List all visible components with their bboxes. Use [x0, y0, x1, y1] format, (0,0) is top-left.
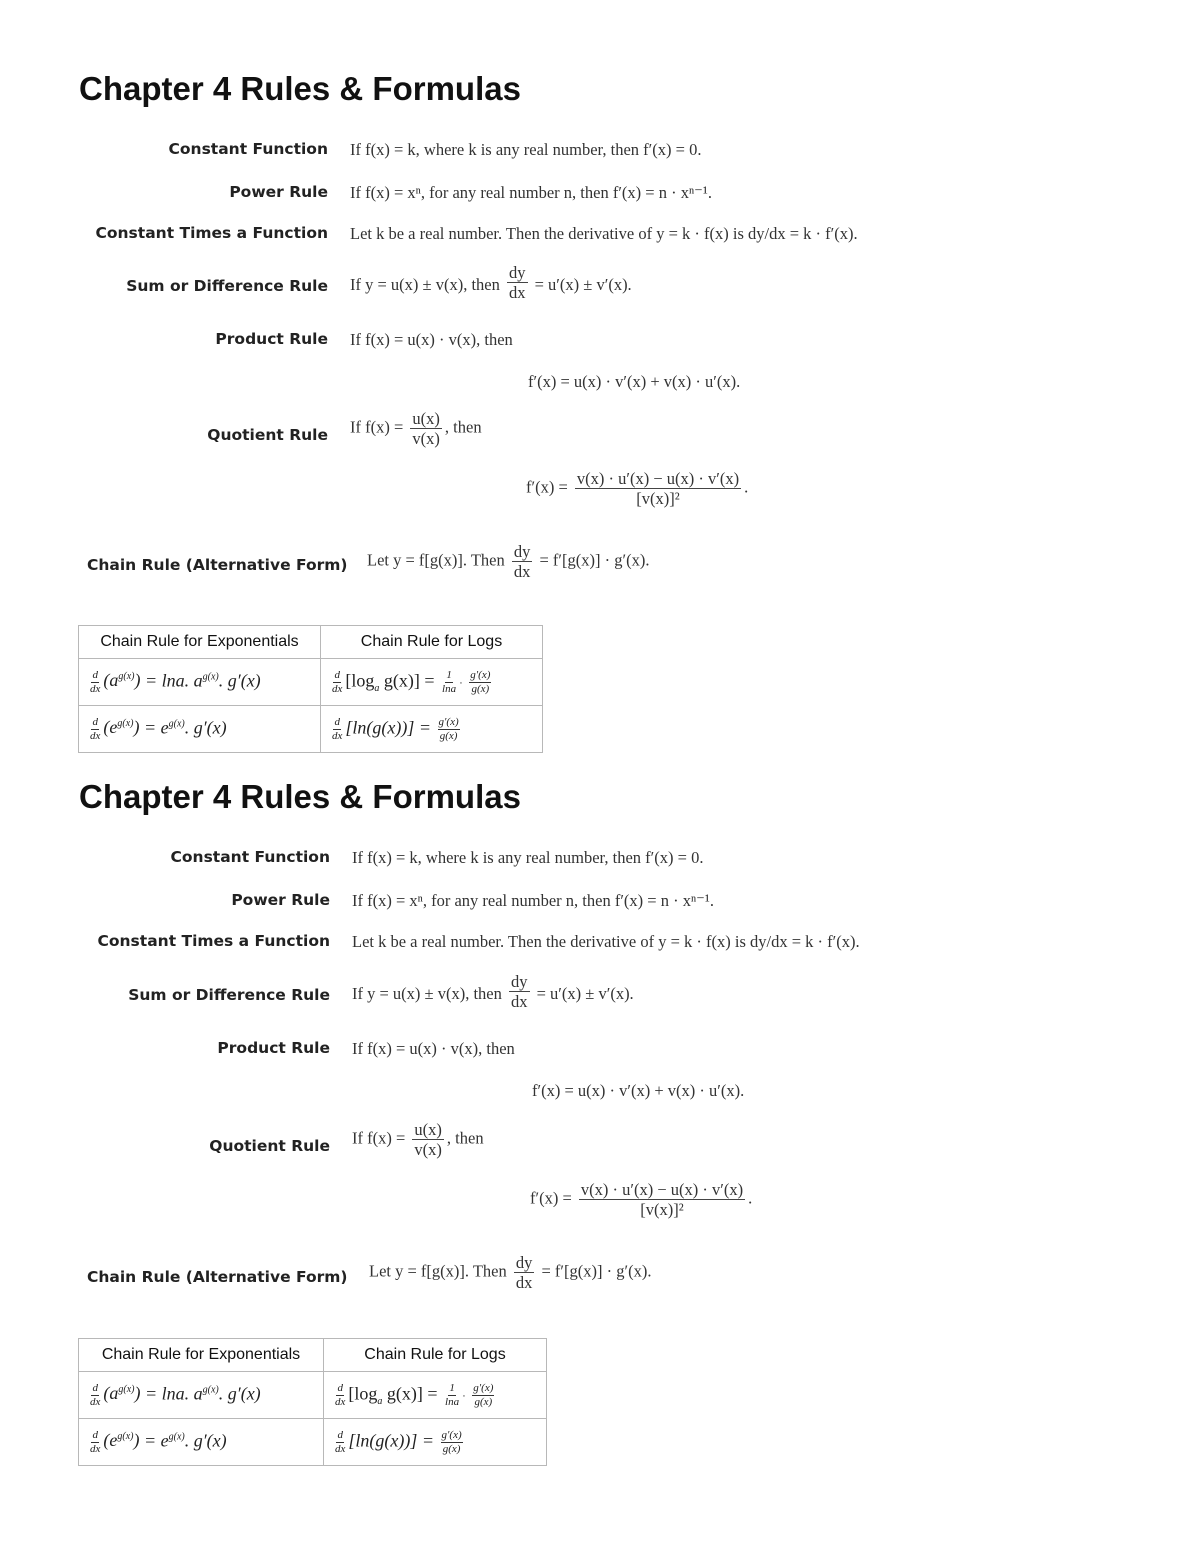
page-title: Chapter 4 Rules & Formulas [79, 778, 521, 815]
fraction [472, 1383, 494, 1408]
table-row [79, 1372, 547, 1419]
table-row [79, 706, 543, 753]
fraction-denominator: dx [332, 729, 343, 742]
formula-text: [ln(g(x))] = [348, 1430, 435, 1451]
fraction-denominator: dx [511, 992, 528, 1012]
fraction-denominator: dx [90, 682, 101, 695]
formula-log-a: $\frac{d}{dx}$ [$\log_a$ g(x)] = $\frac{1}{\ln a}$ · $\frac{g'(x)}{g(x)}$ [321, 659, 543, 706]
rule-label: Constant Times a Function [97, 932, 330, 950]
fraction-denominator: g(x) [439, 729, 458, 742]
rule-label: Sum or Difference Rule [128, 986, 330, 1004]
rule-formula: Let k be a real number. Then the derivative of y = k · f(x) is dy/dx = k · f′(x). [352, 932, 860, 951]
formula-exponential-a: $\frac{d}{dx}$ $(a^{g(x)}) = \ln a$. $a^{g(x)}$. g′(x) [79, 659, 321, 706]
fraction-denominator: dx [332, 682, 343, 695]
fraction-numerator: g′(x) [438, 715, 459, 728]
fraction-numerator: g′(x) [441, 1428, 462, 1441]
fraction-denominator: dx [513, 562, 531, 582]
chain-rule-table [78, 1338, 547, 1466]
fraction-numerator: d [334, 715, 340, 728]
fraction-denominator: [v(x)]² [640, 1200, 684, 1220]
rule-label: Product Rule [215, 330, 328, 348]
rule-formula: If f(x) = xⁿ, for any real number n, then f′(x) = n · xⁿ⁻¹. [350, 183, 712, 202]
formula-text: If f(x) = [352, 1128, 406, 1148]
table-row [79, 659, 543, 706]
fraction-numerator: d [92, 1428, 98, 1441]
fraction-numerator: d [92, 715, 98, 728]
fraction-numerator: g′(x) [473, 1381, 494, 1394]
fraction-numerator: d [337, 1381, 343, 1394]
fraction-denominator: dx [90, 729, 101, 742]
formula-text: , then [446, 1128, 484, 1148]
rule-label: Power Rule [231, 891, 330, 909]
fraction [507, 264, 528, 302]
table-header-row [79, 626, 543, 659]
fraction-numerator: dy [515, 1253, 533, 1272]
fraction [89, 1430, 101, 1455]
fraction [89, 1383, 101, 1408]
fraction [444, 1383, 460, 1408]
rule-label: Sum or Difference Rule [126, 277, 328, 295]
rule-label: Quotient Rule [207, 426, 328, 444]
fraction-numerator: u(x) [412, 409, 440, 428]
fraction [469, 670, 491, 695]
table-row [79, 1419, 547, 1466]
formula-text: . [748, 1188, 753, 1208]
rule-formula-result [530, 1181, 752, 1219]
rule-formula-result: f′(x) = u(x) · v′(x) + v(x) · u′(x). [528, 372, 741, 391]
formula-exponential-a: $\frac{d}{dx}$ $(a^{g(x)}) = \ln a$. $a^{g(x)}$. g′(x) [79, 1372, 324, 1419]
formula-text: . [744, 477, 749, 497]
formula-text: Let y = f[g(x)]. Then [367, 550, 505, 570]
fraction [89, 717, 101, 742]
formula-text: = e [143, 1430, 169, 1451]
fraction-numerator: dy [513, 542, 531, 561]
fraction-numerator: v(x) · u′(x) − u(x) · v′(x) [576, 469, 740, 488]
rule-label: Product Rule [217, 1039, 330, 1057]
fraction-denominator: g(x) [471, 682, 490, 695]
rule-formula-result [526, 470, 748, 508]
exponent: g(x) [202, 671, 219, 683]
formula-text: = e [143, 717, 169, 738]
formula-text: = u′(x) ± v′(x). [534, 274, 632, 294]
rule-formula: If f(x) = k, where k is any real number, then f′(x) = 0. [350, 140, 702, 159]
table-header-logs: Chain Rule for Logs [321, 626, 543, 659]
rule-label: Quotient Rule [209, 1137, 330, 1155]
fraction [441, 1430, 463, 1455]
fraction-numerator: v(x) · u′(x) − u(x) · v′(x) [580, 1180, 744, 1199]
rule-label: Power Rule [229, 183, 328, 201]
fraction-denominator: dx [335, 1442, 346, 1455]
formula-text: , then [444, 417, 482, 437]
fraction [331, 717, 343, 742]
table-header-exponentials: Chain Rule for Exponentials [79, 626, 321, 659]
formula-text: [log [345, 670, 375, 691]
exponent: g(x) [118, 671, 135, 683]
formula-text: f′(x) = [526, 477, 568, 497]
rule-formula [352, 1121, 484, 1159]
fraction [579, 1181, 745, 1219]
fraction [89, 670, 101, 695]
fraction-denominator: dx [90, 1395, 101, 1408]
fraction-numerator: d [337, 1428, 343, 1441]
rule-formula [350, 264, 632, 302]
rule-formula [350, 410, 482, 448]
fraction-numerator: u(x) [414, 1120, 442, 1139]
rule-label: Constant Function [170, 848, 330, 866]
formula-text: . g′(x) [184, 717, 227, 738]
fraction-denominator: v(x) [412, 429, 440, 449]
exponent: g(x) [117, 718, 134, 730]
formula-text: = u′(x) ± v′(x). [536, 983, 634, 1003]
subscript: a [374, 682, 380, 694]
fraction-denominator: g(x) [474, 1395, 493, 1408]
exponent: g(x) [202, 1384, 219, 1396]
formula-log-a: $\frac{d}{dx}$ [$\log_a$ g(x)] = $\frac{1}{\ln a}$ · $\frac{g'(x)}{g(x)}$ [324, 1372, 547, 1419]
formula-text: = f′[g(x)] · g′(x). [541, 1261, 652, 1281]
fraction-numerator: dy [509, 263, 526, 282]
fraction [334, 1383, 346, 1408]
fraction [441, 670, 457, 695]
fraction-denominator: dx [335, 1395, 346, 1408]
formula-text: = lna. a [145, 670, 203, 691]
formula-text: f′(x) = [530, 1188, 572, 1208]
rule-formula: If f(x) = xⁿ, for any real number n, then f′(x) = n · xⁿ⁻¹. [352, 891, 714, 910]
formula-log-e [321, 706, 543, 753]
fraction-numerator: dy [511, 972, 528, 991]
exponent: g(x) [168, 1431, 185, 1443]
fraction [410, 410, 442, 448]
exponent: g(x) [168, 718, 185, 730]
formula-log-e [324, 1419, 547, 1466]
formula-text: If y = u(x) ± v(x), then [352, 983, 502, 1003]
fraction [509, 973, 530, 1011]
fraction-numerator: d [334, 668, 340, 681]
rule-label: Constant Function [168, 140, 328, 158]
fraction [331, 670, 343, 695]
rule-label: Constant Times a Function [95, 224, 328, 242]
formula-text: If y = u(x) ± v(x), then [350, 274, 500, 294]
rule-formula [369, 1254, 651, 1292]
table-header-logs: Chain Rule for Logs [324, 1339, 547, 1372]
fraction-numerator: d [92, 1381, 98, 1394]
subscript: a [377, 1395, 383, 1407]
fraction-denominator: lna [442, 682, 457, 695]
page-title: Chapter 4 Rules & Formulas [79, 70, 521, 107]
formula-text: [log [348, 1383, 378, 1404]
fraction-denominator: [v(x)]² [636, 489, 680, 509]
fraction-numerator: 1 [446, 668, 452, 681]
fraction-numerator: d [92, 668, 98, 681]
formula-text: If f(x) = [350, 417, 404, 437]
chain-rule-table [78, 625, 543, 753]
fraction [512, 543, 533, 581]
fraction-denominator: g(x) [442, 1442, 461, 1455]
fraction [334, 1430, 346, 1455]
formula-text: Let y = f[g(x)]. Then [369, 1261, 507, 1281]
rule-formula: If f(x) = u(x) · v(x), then [352, 1039, 515, 1058]
formula-text: . g′(x) [218, 670, 261, 691]
rule-formula: Let k be a real number. Then the derivative of y = k · f(x) is dy/dx = k · f′(x). [350, 224, 858, 243]
formula-text: g(x)] = [383, 670, 435, 691]
rule-formula: If f(x) = k, where k is any real number, then f′(x) = 0. [352, 848, 704, 867]
fraction [412, 1121, 444, 1159]
fraction-numerator: 1 [449, 1381, 455, 1394]
rule-formula [352, 973, 634, 1011]
fraction [514, 1254, 535, 1292]
fraction-denominator: dx [509, 283, 526, 303]
formula-text: . g′(x) [184, 1430, 227, 1451]
exponent: g(x) [117, 1431, 134, 1443]
fraction-numerator: g′(x) [470, 668, 491, 681]
formula-exponential-e: $\frac{d}{dx}$ $(e^{g(x)}) = e^{g(x)}$. g′(x) [79, 706, 321, 753]
rule-formula-result: f′(x) = u(x) · v′(x) + v(x) · u′(x). [532, 1081, 745, 1100]
fraction-denominator: dx [90, 1442, 101, 1455]
table-header-row [79, 1339, 547, 1372]
formula-text: . g′(x) [218, 1383, 261, 1404]
table-header-exponentials: Chain Rule for Exponentials [79, 1339, 324, 1372]
formula-exponential-e: $\frac{d}{dx}$ $(e^{g(x)}) = e^{g(x)}$. g′(x) [79, 1419, 324, 1466]
exponent: g(x) [118, 1384, 135, 1396]
rule-label: Chain Rule (Alternative Form) [87, 1268, 348, 1286]
fraction-denominator: lna [445, 1395, 460, 1408]
fraction-denominator: v(x) [414, 1140, 442, 1160]
formula-text: [ln(g(x))] = [345, 717, 432, 738]
fraction-denominator: dx [515, 1273, 533, 1293]
rule-formula [367, 543, 649, 581]
formula-text: = lna. a [145, 1383, 203, 1404]
rule-label: Chain Rule (Alternative Form) [87, 556, 348, 574]
rule-formula: If f(x) = u(x) · v(x), then [350, 330, 513, 349]
fraction [438, 717, 460, 742]
fraction [575, 470, 741, 508]
formula-text: g(x)] = [386, 1383, 438, 1404]
formula-text: = f′[g(x)] · g′(x). [539, 550, 650, 570]
